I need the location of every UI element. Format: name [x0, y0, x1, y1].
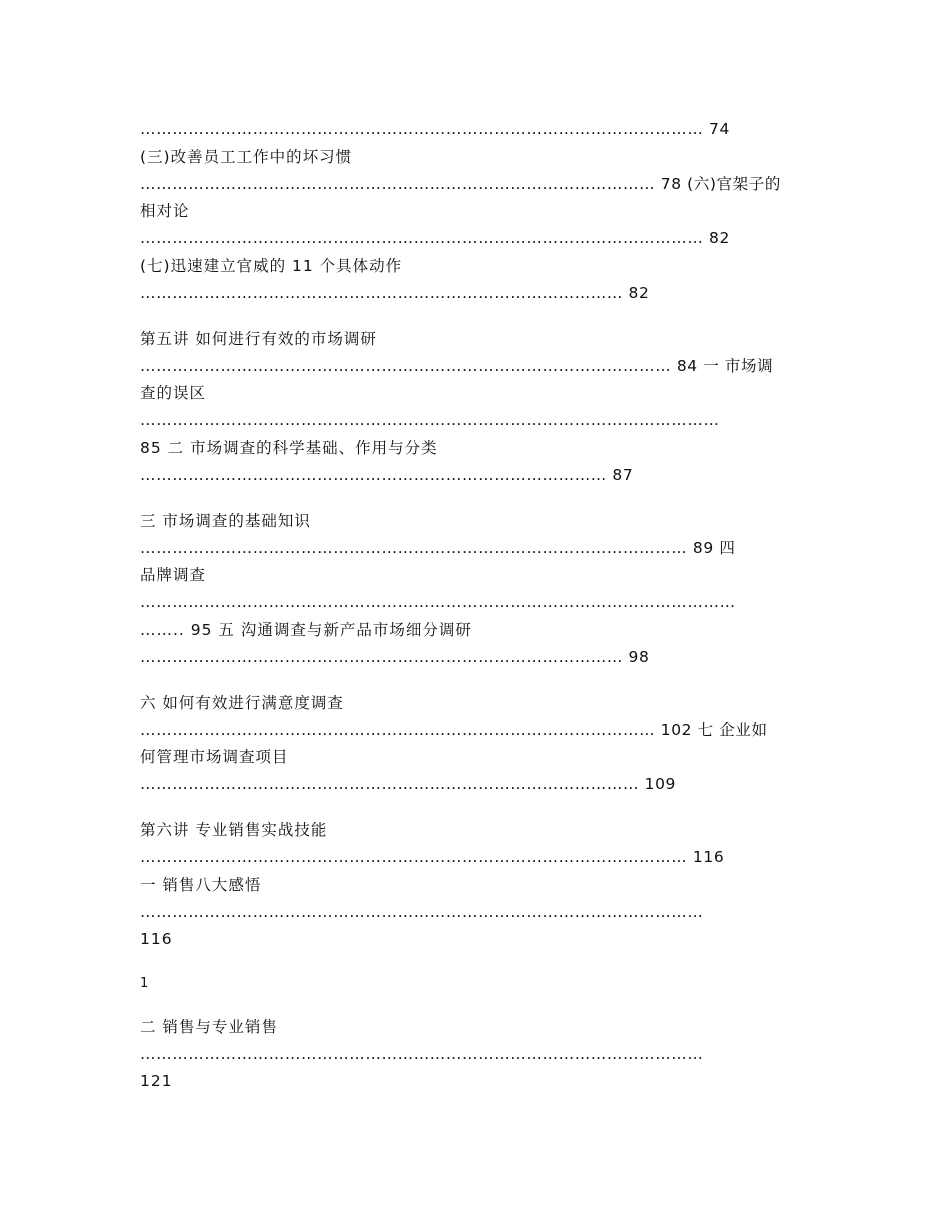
toc-leader-line: …………………………………………………………………………………………… 74: [140, 120, 730, 138]
toc-entry: (三)改善员工工作中的坏习惯: [140, 148, 353, 166]
toc-leader-line: …………………………………………………………………………… 87: [140, 466, 634, 484]
toc-entry: 相对论: [140, 202, 190, 220]
toc-leader-line: ……………………………………………………………………………………… 84 一 市场调: [140, 357, 774, 375]
toc-leader-line: ……………………………………………………………………………… 98: [140, 648, 650, 666]
toc-leader-line: ……………………………………………………………………………………………: [140, 903, 704, 921]
toc-leader-line: …………………………………………………………………………………………… 82: [140, 229, 730, 247]
toc-leader-line: ……………………………………………………………………………… 82: [140, 284, 650, 302]
toc-entry: 何管理市场调查项目: [140, 748, 289, 766]
toc-entry: 品牌调查: [140, 566, 207, 584]
toc-entry: 85 二 市场调查的科学基础、作用与分类: [140, 439, 438, 457]
toc-entry: 二 销售与专业销售: [140, 1018, 278, 1036]
toc-entry: 一 销售八大感悟: [140, 876, 262, 894]
toc-page-number: 121: [140, 1072, 173, 1090]
toc-leader-line: ………………………………………………………………………………………… 89 四: [140, 539, 736, 557]
toc-entry: 三 市场调查的基础知识: [140, 512, 311, 530]
toc-leader-line: ……………………………………………………………………………………………: [140, 1045, 704, 1063]
page-number: 1: [140, 976, 150, 991]
toc-leader-line: ………………………………………………………………………………………………: [140, 411, 720, 429]
toc-leader-line: …………………………………………………………………………………………………: [140, 593, 736, 611]
toc-leader-line: ………………………………………………………………………………… 109: [140, 775, 677, 793]
toc-leader-line: …………………………………………………………………………………… 78 (六)官架子的: [140, 175, 781, 193]
toc-chapter-heading: 第六讲 专业销售实战技能: [140, 821, 328, 839]
toc-entry: (七)迅速建立官威的 11 个具体动作: [140, 257, 403, 275]
toc-chapter-heading: 第五讲 如何进行有效的市场调研: [140, 330, 377, 348]
toc-entry: …….. 95 五 沟通调查与新产品市场细分调研: [140, 621, 472, 639]
toc-entry: 查的误区: [140, 384, 207, 402]
toc-page-number: 116: [140, 930, 173, 948]
toc-entry: 六 如何有效进行满意度调查: [140, 694, 344, 712]
toc-leader-line: ………………………………………………………………………………………… 116: [140, 848, 725, 866]
toc-leader-line: …………………………………………………………………………………… 102 七 企业如: [140, 721, 768, 739]
